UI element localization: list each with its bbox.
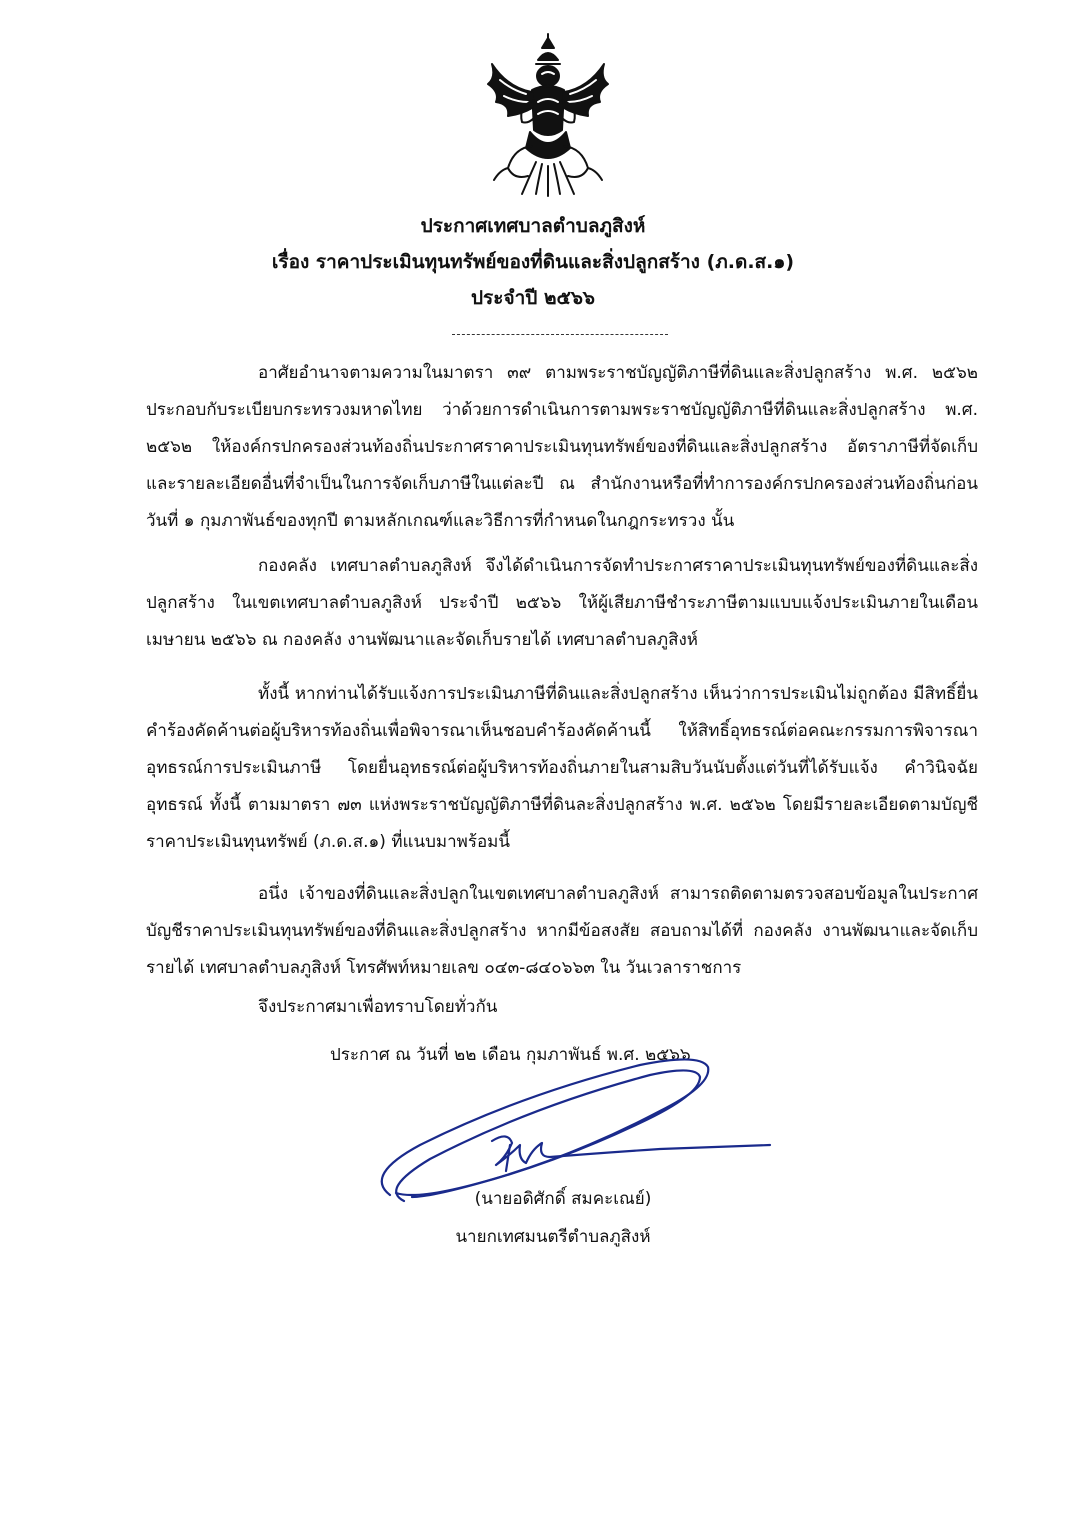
announcement-title <box>0 208 1066 316</box>
announcement-date: ประกาศ ณ วันที่ ๒๒ เดือน กุมภาพันธ์ พ.ศ. ๒๕๖๖ <box>330 1045 691 1065</box>
body-paragraph-3: ทั้งนี้ หากท่านได้รับแจ้งการประเมินภาษีที่ดินและสิ่งปลูกสร้าง เห็นว่าการประเมินไม่ถูกต้อง มีสิทธิ์ยื่นคำร้องคัดค้านต่อผู้บริหารท้องถิ่นเพื่อพิจารณาเห็นชอบคำร้องคัดค้านนี้ ให้สิทธิ์อุทธรณ์ต่อคณะกรรมการพิจารณาอุทธรณ์การประเมินภาษี โดยยื่นอุทธรณ์ต่อผู้บริหารท้องถิ่นภายในสามสิบวันนับตั้งแต่วันที่ได้รับแจ้ง คำวินิจฉัยอุทธรณ์ ทั้งนี้ ตามมาตรา ๗๓ แห่งพระราชบัญญัติภาษีที่ดินละสิ่งปลูกสร้าง พ.ศ. ๒๕๖๒ โดยมีรายละเอียดตามบัญชีราคาประเมินทุนทรัพย์ (ภ.ด.ส.๑) ที่แนบมาพร้อมนี้ <box>146 684 978 852</box>
title-subject: เรื่อง ราคาประเมินทุนทรัพย์ของที่ดินและสิ่งปลูกสร้าง (ภ.ด.ส.๑) <box>271 251 795 273</box>
body-paragraph-1: อาศัยอำนาจตามความในมาตรา ๓๙ ตามพระราชบัญญัติภาษีที่ดินและสิ่งปลูกสร้าง พ.ศ. ๒๕๖๒ ประกอบกับระเบียบกระทรวงมหาดไทย ว่าด้วยการดำเนินการตามพระราชบัญญัติภาษีที่ดินและสิ่งปลูกสร้าง พ.ศ. ๒๕๖๒ ให้องค์กรปกครองส่วนท้องถิ่นประกาศราคาประเมินทุนทรัพย์ของที่ดินและสิ่งปลูกสร้าง อัตราภาษีที่จัดเก็บ และรายละเอียดอื่นที่จำเป็นในการจัดเก็บภาษีในแต่ละปี ณ สำนักงานหรือที่ทำการองค์กรปกครองส่วนท้องถิ่นก่อนวันที่ ๑ กุมภาพันธ์ของทุกปี ตามหลักเกณฑ์และวิธีการที่กำหนดในกฎกระทรวง นั้น <box>146 363 978 531</box>
title-issuer: ประกาศเทศบาลตำบลภูสิงห์ <box>420 215 646 237</box>
body-paragraph-4: อนึ่ง เจ้าของที่ดินและสิ่งปลูกในเขตเทศบาลตำบลภูสิงห์ สามารถติดตามตรวจสอบข้อมูลในประกาศบัญชีราคาประเมินทุนทรัพย์ของที่ดินและสิ่งปลูกสร้าง หากมีข้อสงสัย สอบถามได้ที่ กองคลัง งานพัฒนาและจัดเก็บรายได้ เทศบาลตำบลภูสิงห์ โทรศัพท์หมายเลข ๐๔๓-๘๔๐๖๖๓ ใน วันเวลาราชการ <box>146 884 978 978</box>
garuda-emblem-icon <box>478 30 618 200</box>
title-divider <box>452 334 668 335</box>
body-paragraph-2: กองคลัง เทศบาลตำบลภูสิงห์ จึงได้ดำเนินการจัดทำประกาศราคาประเมินทุนทรัพย์ของที่ดินและสิ่งปลูกสร้าง ในเขตเทศบาลตำบลภูสิงห์ ประจำปี ๒๕๖๖ ให้ผู้เสียภาษีชำระภาษีตามแบบแจ้งประเมินภายในเดือนเมษายน ๒๕๖๖ ณ กองคลัง งานพัฒนาและจัดเก็บรายได้ เทศบาลตำบลภูสิงห์ <box>146 556 978 650</box>
signer-name: (นายอดิศักดิ์ สมคะเณย์) <box>474 1189 652 1209</box>
signer-position: นายกเทศมนตรีตำบลภูสิงห์ <box>455 1227 651 1247</box>
title-year: ประจำปี ๒๕๖๖ <box>471 287 595 309</box>
closing-statement: จึงประกาศมาเพื่อทราบโดยทั่วกัน <box>258 997 498 1017</box>
